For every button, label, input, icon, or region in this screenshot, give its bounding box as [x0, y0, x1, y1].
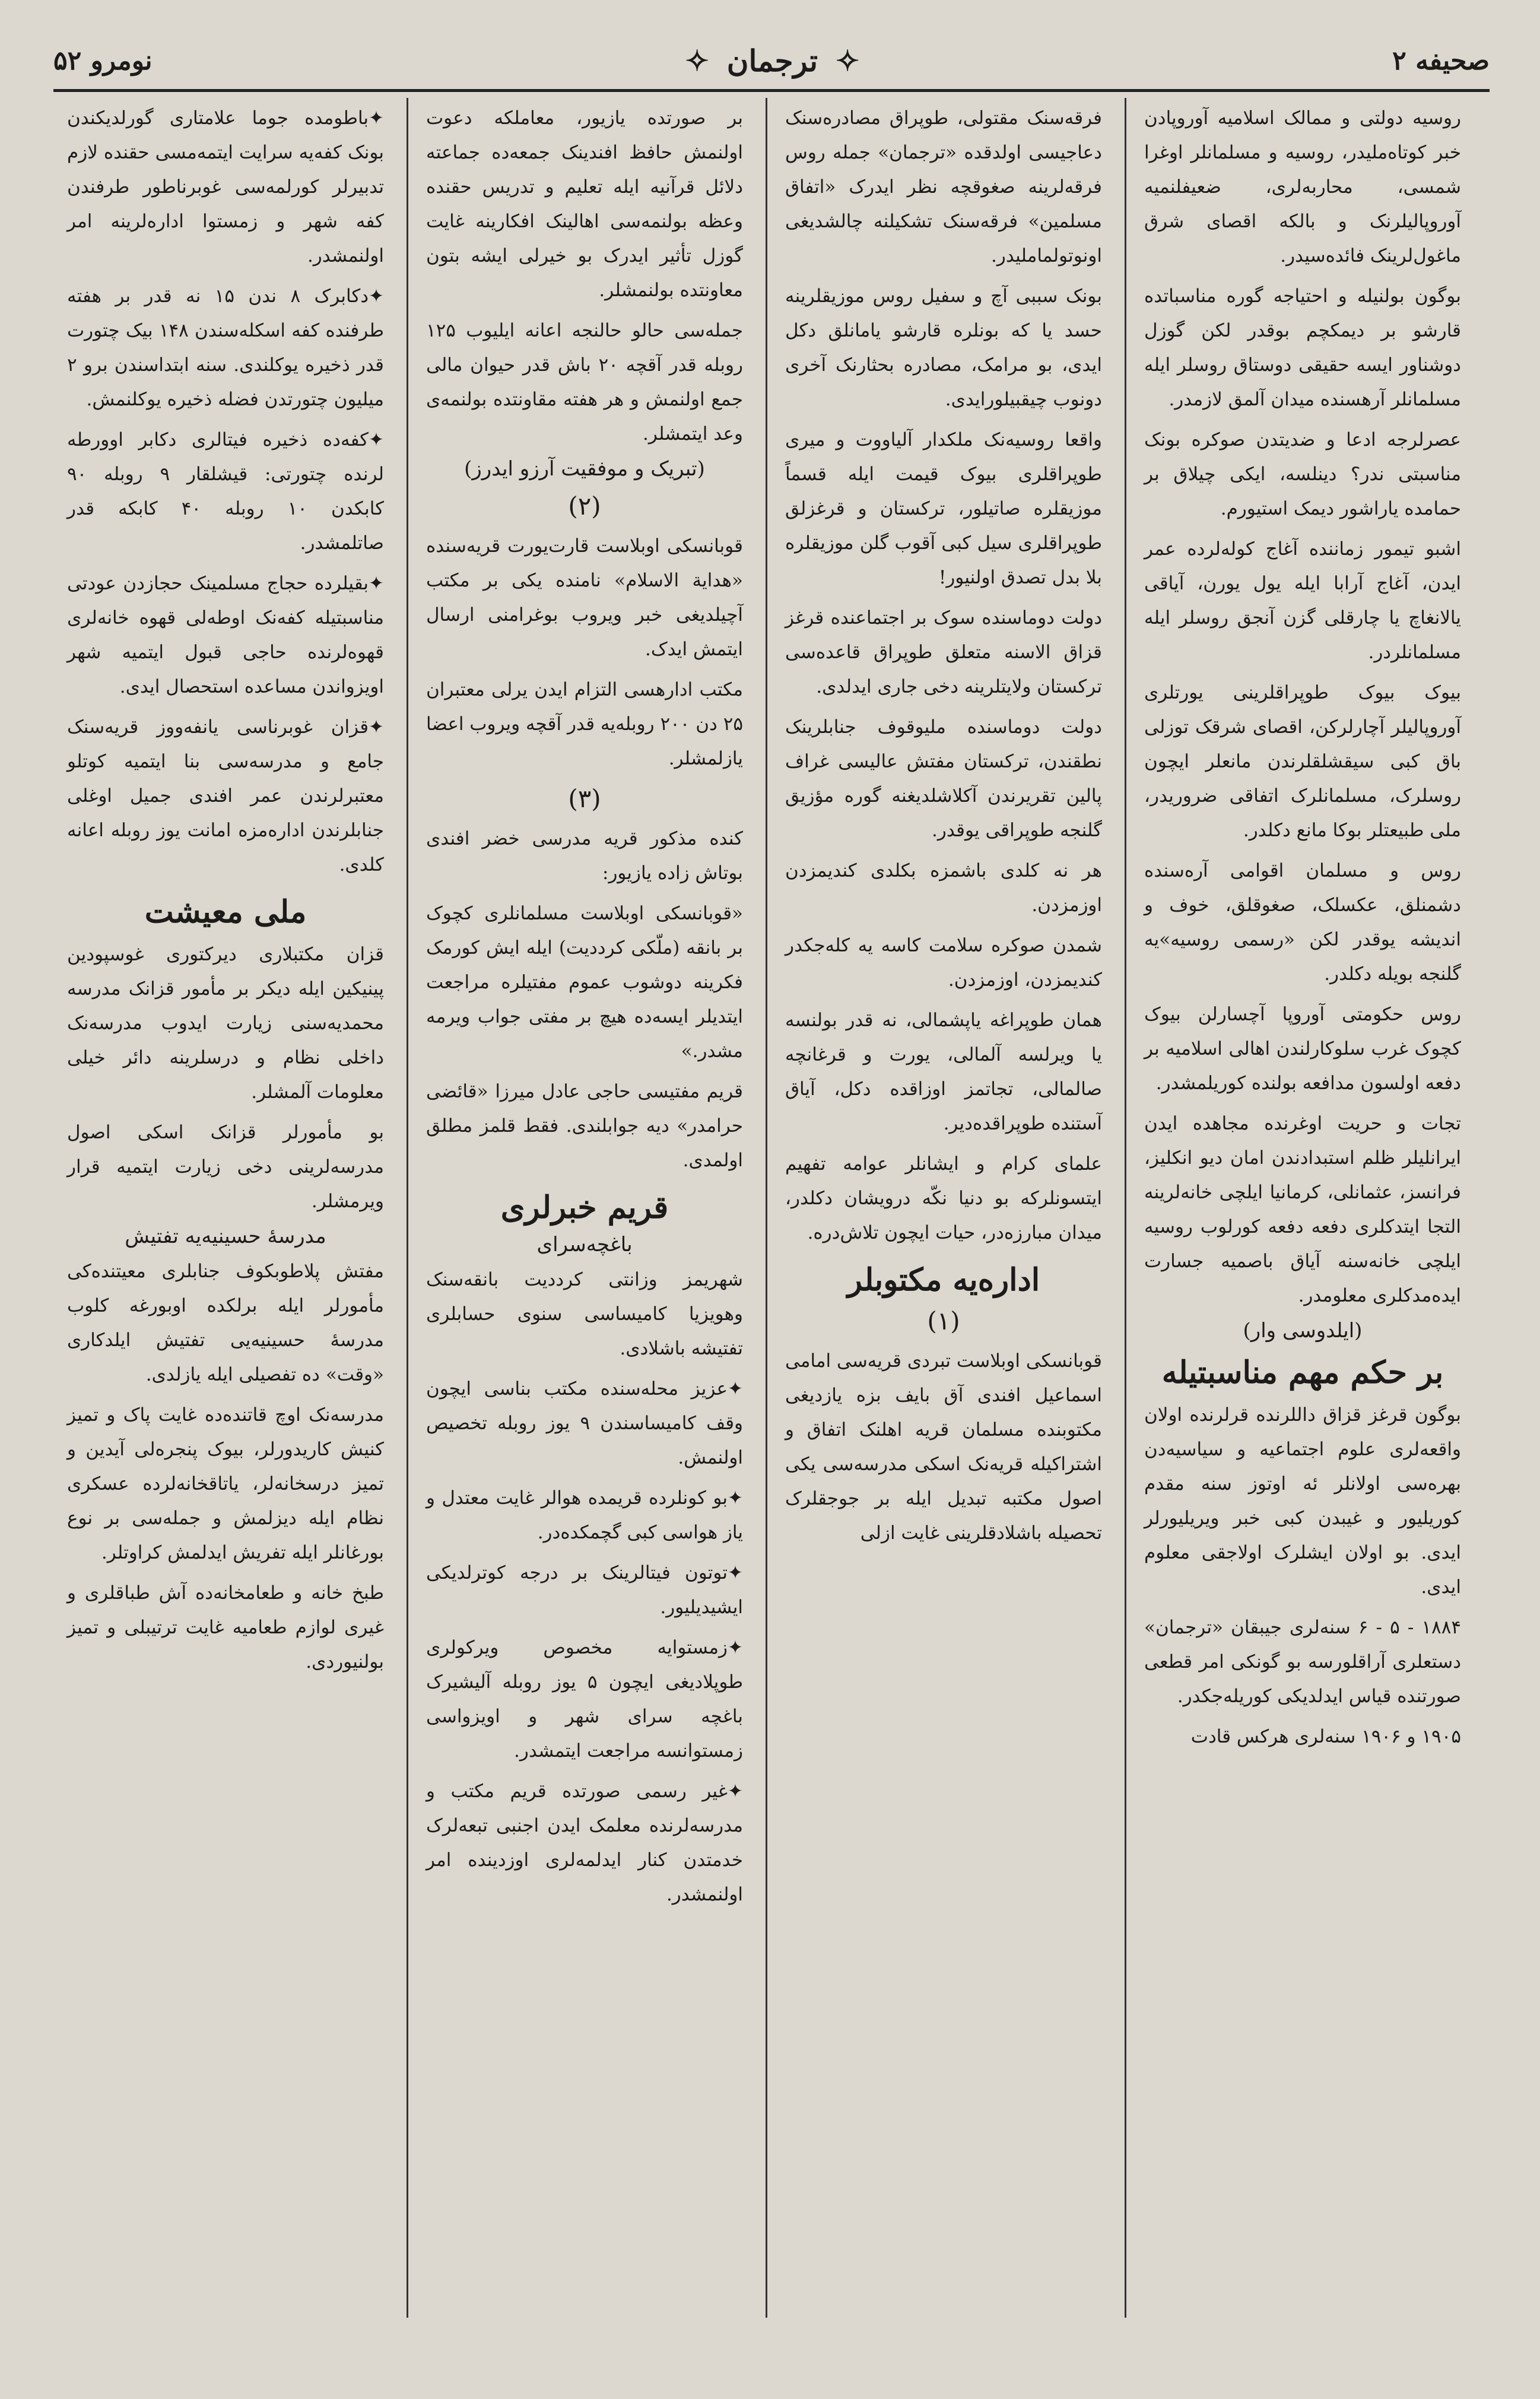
article-paragraph: طبخ خانه و طعامخانه‌ده آش طباقلری و غیری لوازم طعامیه غایت ترتیبلی و تمیز بولنیوردی.: [67, 1582, 384, 1673]
ornament-left-icon: ✧: [685, 44, 709, 78]
continued-note: (ایلدوسی وار): [1243, 1319, 1363, 1343]
section-heading: بر حکم مهم مناسبتیله: [1161, 1354, 1444, 1391]
article-paragraph: اشبو تیمور زماننده آغاج کوله‌لرده عمر ایدن، آغاج آرابا ایله یول یورن، آیاقی یالانغاچ یا چارقلی گزن آنجق روسلر ایله مسلمانلردر.: [1144, 538, 1461, 663]
article-paragraph: علمای کرام و ایشانلر عوامه تفهیم ایتسونلرکه بو دنیا نکّه درویشان دکلدر، میدان مبارزه‌در، حیات ایچون تلاش‌دره.: [785, 1153, 1102, 1243]
article-paragraph: ۱۸۸۴ - ۵ - ۶ سنه‌لری جیبقان «ترجمان» دستعلری آراقلورسه بو گونکی امر قطعی صورتنده قیاس ایدلدیکی کوریله‌جکدر.: [1144, 1617, 1461, 1707]
news-item: ✦ غیر رسمی صورتده قریم مکتب و مدرسه‌لرنده معلمک ایدن اجنبی تبعه‌لرک خدمتدن کنار ایدلمه‌لری اوزدینده امر اولنمشدر.: [426, 1774, 743, 1912]
article-paragraph: بوگون بولنیله و احتیاجه گوره مناسباتده قارشو بر دیمکچم بوقدر لکن گوزل دوشناور ایسه حقیقی دوستاق روسلر ایله مسلمانلر آرهسنده میدان آلمق لازمدر.: [1144, 285, 1461, 410]
article-paragraph: ۱۹۰۵ و ۱۹۰۶ سنه‌لری هرکس قادت: [1190, 1726, 1461, 1747]
masthead: [53, 33, 1490, 92]
news-item: ✦ باطومده جوما علامتاری گورلدیکندن بونک کفه‌یه سرایت ایتمه‌مسی حقنده لازم تدبیرلر کورلمه‌سی غوبرناطور طرفندن کفه شهر و زمستوا اداره‌لرینه امر اولنمشدر.: [67, 101, 384, 273]
article-paragraph: شمدن صوکره سلامت کاسه یه کله‌جکدر کندیمزدن، اوزمزدن.: [785, 935, 1102, 991]
article-paragraph: قوبانسکی اوبلاست تبردی قریه‌سی امامی اسماعیل افندی آق بایف بزه یازدیغی مکتوبنده مسلمان قریه اهلنک اتفاق و اشتراکیله قریه‌نک اسکی مدرسه‌سی یکی اصول مکتبه تبدیل ایله بر جوجقلرک تحصیله باشلادقلرینی غایت ازلی: [785, 1350, 1102, 1544]
news-item: ✦ توتون فیتالرینک بر درجه کوترلدیکی ایشیدیلیور.: [426, 1556, 743, 1624]
subheading: مدرسهٔ حسینیه‌یه تفتیش: [125, 1224, 326, 1248]
ornament-right-icon: ✧: [836, 44, 860, 78]
article-paragraph: تجات و حریت اوغرنده مجاهده ایدن ایرانلیلر ظلم استبدادندن امان دیو انکلیز، فرانسز، عثمانلی، کرمانیا ایلچی خانه‌لرینه التجا ایتدکلری دفعه دفعه کورلوب روسیه ایلچی خانه‌سنه آیاق باصمیه جسارت ایده‌مدکلری معلومدر.: [1144, 1113, 1461, 1306]
article-paragraph: قریم مفتیسی حاجی عادل میرزا «قائضی حرامدر» دیه جوابلندی. فقط قلمز مطلق اولمدی.: [426, 1081, 743, 1171]
paper-title-block: [685, 43, 860, 78]
article-paragraph: مفتش پلاطوبکوف جنابلری معیتنده‌کی مأمورلر ایله برلکده اوبورغه کلوب مدرسهٔ حسینیه‌یی تفتیش ایلدکاری «وقت» ده تفصیلی ایله یازلدی.: [67, 1261, 384, 1385]
article-paragraph: واقعا روسیه‌نک ملکدار آلیاووت و میری طوپراقلری بیوک قیمت ایله قسماً موزیقلره صاتیلور، ترکستان و قرغزلق طوپراقلری سیل کبی آقوب گلن موزیقلره بلا بدل تصدق اولنیور!: [785, 429, 1102, 588]
article-paragraph: بو مأمورلر قزانک اسکی اصول مدرسه‌لرینی دخی زیارت ایتمیه قرار ویرمشلر.: [67, 1122, 384, 1212]
article-paragraph: قوبانسکی اوبلاست قارت‌یورت قریه‌سنده «هدایة الاسلام» نامنده یکی بر مکتب آچیلدیغی خبر ویروب بوغرامنی ارسال ایتمش ایدک.: [426, 535, 743, 660]
article-paragraph: «قوبانسکی اوبلاست مسلمانلری کچوک بر بانقه (ملّکی کرددیت) ایله ایش کورمک فکرینه دوشوب عموم مفتیلره مراجعت ایتدیلر ایسه‌ده هیچ بر مفتی جواب ویرمه مشدر.»: [426, 903, 743, 1062]
letter-number: (۲): [568, 491, 601, 521]
article-paragraph: مدرسه‌نک اوچ قاتنده‌ده غایت پاک و تمیز کنیش کاریدورلر، بیوک پنجره‌لی آیدین و تمیز درسخانه‌لر، یاتاقخانه‌لرده عسکری نظام ایله دیزلمش و جمله‌سی بر نوع بورغانلر ایله تفریش ایدلمش کراوتلر.: [67, 1404, 384, 1563]
news-item: ✦ قزان غوبرناسی یانفه‌ووز قریه‌سنک جامع و مدرسه‌سی بنا ایتمیه کوتلو معتبرلرندن عمر افندی جمیل اوغلی جنابلرندن اداره‌مزه امانت یوز روبله اعانه کلدی.: [67, 710, 384, 882]
closing-note: (تبریک و موفقیت آرزو ایدرز): [464, 457, 705, 481]
article-paragraph: دولت دوماسنده ملیوقوف جنابلرینک نطقندن، ترکستان مفتش عالیسی غراف پالین تقریرندن آکلاشلدیغنه گوره مؤزیق گلنجه طوپراقی یوقدر.: [785, 716, 1102, 841]
section-heading: ملی معیشت: [144, 894, 307, 930]
news-item: ✦ کفه‌ده ذخیره فیتالری دکابر اوورطه لرنده چتورتی: قیشلقار ۹ روبله ۹۰ کابکدن ۱۰ روبله ۴۰ کابکه قدر صاتلمشدر.: [67, 423, 384, 560]
article-paragraph: فرقه‌سنک مقتولی، طوپراق مصادره‌سنک دعاجیسی اولدقده «ترجمان» جمله روس فرقه‌لرینه صغوقچه نظر ایدرک «اتفاق مسلمین» فرقه‌سنک تشکیلنه چالشدیغی اونوتولماملیدر.: [785, 107, 1102, 266]
article-paragraph: شهریمز وزانتی کرددیت بانقه‌سنک وهویزیا کامیساسی سنوی حسابلری تفتیشه باشلادی.: [426, 1269, 743, 1359]
article-paragraph: روس و مسلمان اقوامی آره‌سنده دشمنلق، عکسلک، صغوقلق، خوف و اندیشه یوقدر لکن «رسمی روسیه»یه گلنجه بویله دکلدر.: [1144, 860, 1461, 985]
article-paragraph: جمله‌سی حالو حالنجه اعانه ایلیوب ۱۲۵ روبله قدر آقچه ۲۰ باش قدر حیوان مالی جمع اولنمش و هر هفته مقاونتده بولنمه‌ی وعد ایتمشلر.: [426, 320, 744, 445]
letter-number: (۳): [568, 784, 601, 813]
column-4: [56, 95, 395, 2327]
news-item: ✦ زمستوایه مخصوص ویرکولری طوپلادیغی ایچون ۵ یوز روبله آلیشیرک باغچه سرای شهر و اویزواسی زمستوانسه مراجعت ایتمشدر.: [426, 1630, 743, 1768]
article-paragraph: بیوک بیوک طوپراقلرینی یورتلری آوروپالیلر آچارلرکن، اقصای شرقک توزلی باق کبی سیقشلقلرندن مانعلر ایچون روسلرک، مسلمانلرک اتفاقی ضروریدر، ملی طبیعتلر بوکا مانع دکلدر.: [1144, 682, 1461, 841]
article-paragraph: بر صورتده یازیور، معاملکه دعوت اولنمش حافظ افندینک جمعه‌ده جماعته دلائل قرآنیه ایله تعلیم و تدریس حقنده وعظه بولنمه‌سی اهالینک افکارینه غایت گوزل تأثیر ایدرک بو خیرلی ایشه بتون معاونتده بولنمشلر.: [426, 107, 743, 301]
article-paragraph: همان طوپراغه یاپشمالی، نه قدر بولنسه یا ویرلسه آلمالی، یورت و قرغانچه صالمالی، تجاتمز اوزاقده دکل، آیاق آستنده طوپراقده‌دیر.: [785, 1010, 1102, 1134]
news-item: ✦ بو کونلرده قریمده هوالر غایت معتدل و یاز هواسی کبی گچمکده‌در.: [426, 1481, 743, 1550]
article-paragraph: روسیه دولتی و ممالک اسلامیه آوروپادن خبر کوتاه‌ملیدر، روسیه و مسلمانلر اوغرا شمسی، محاربه‌لری، ضعیفلنمیه آوروپالیلرنک و بالکه اقصای شرق ماغول‌لرینک فائده‌سیدر.: [1144, 107, 1461, 266]
column-rule: [1125, 98, 1126, 2318]
dateline: باغچه‌سرای: [536, 1233, 633, 1256]
paper-title: ترجمان: [726, 43, 818, 78]
news-item: ✦ بقیلرده حجاج مسلمینک حجازدن عودتی مناسبتیله کفه‌نک اوطه‌لی قهوه خانه‌لری قهوه‌لرنده حاجی قبول ایتمیه شهر اویزواندن مساعده استحصال ایدی.: [67, 566, 384, 704]
article-paragraph: قزان مکتبلاری دیرکتوری غوسپودین پینیکین ایله دیکر بر مأمور قزانک مدرسه محمدیه‌سنی زیارت ایدوب مدرسه‌نک داخلی نظام و درسلرینه دائر خیلی معلومات آلمشلر.: [67, 944, 384, 1103]
column-3: [415, 95, 754, 2327]
article-paragraph: بونک سببی آچ و سفیل روس موزیقلرینه حسد یا که بونلره قارشو یامانلق دکل ایدی، بو مرامک، مصادره بحثارنک آخری دونوب چیقبیلورایدی.: [785, 285, 1102, 410]
article-paragraph: کنده مذکور قریه مدرسی خضر افندی بوتاش زاده یازیور:: [426, 828, 743, 884]
column-rule: [407, 98, 408, 2318]
news-item: ✦ عزیز محله‌سنده مکتب بناسی ایچون وقف کامیساسندن ۹ یوز روبله تخصیص اولنمش.: [426, 1372, 743, 1475]
news-item: ✦ دکابرک ۸ ندن ۱۵ نه قدر بر هفته طرفنده کفه اسکله‌سندن ۱۴۸ بیک چتورت قدر ذخیره یوکلندی. سنه ابتداسندن برو ۲ میلیون چتورتدن فضله ذخیره یوکلنمش.: [67, 279, 384, 417]
article-paragraph: هر نه کلدی باشمزه بکلدی کندیمزدن اوزمزدن.: [785, 860, 1102, 916]
letter-number: (۱): [927, 1306, 960, 1335]
article-paragraph: مکتب ادارهسی التزام ایدن یرلی معتبران ۲۵ دن ۲۰۰ روبله‌یه قدر آقچه ویروب اعضا یازلمشلر.: [426, 679, 743, 769]
article-paragraph: دولت دوماسنده سوک بر اجتماعنده قرغز قزاق الاسنه متعلق طوپراق قاعده‌سی ترکستان ولایتلرینه دخی جاری ایدلدی.: [785, 607, 1102, 697]
article-paragraph: عصرلرجه ادعا و ضدیتدن صوکره بونک مناسبتی ندر؟ دینلسه، ایکی چیلاق بر حمامده یاراشور دیمک استیورم.: [1144, 429, 1461, 519]
column-rule: [766, 98, 767, 2318]
column-2: [774, 95, 1113, 2327]
page-label: صحیفه ۲: [1392, 46, 1490, 76]
article-paragraph: بوگون قرغز قزاق داللرنده قرلرنده اولان واقعه‌لری علوم اجتماعیه و سیاسیه‌دن بهره‌سی اولانلر ئه اوتوز سنه مقدم کوریلیور و غیبدن کبی خبر ویریلیورلر ایدی. بو اولان ایشلرک اولاجقی معلوم ایدی.: [1144, 1404, 1461, 1598]
section-heading: قریم خبرلری: [500, 1189, 669, 1226]
column-1: [1133, 95, 1472, 2327]
issue-label: نومرو ۵۲: [53, 46, 153, 76]
article-paragraph: روس حکومتی آوروپا آچسارلن بیوک کچوک غرب سلوکارلندن اهالی اسلامیه بر دفعه اولسون مدافعه بولنده کوریلمشدر.: [1144, 1004, 1461, 1094]
section-heading: اداره‌یه مکتوبلر: [847, 1262, 1040, 1298]
